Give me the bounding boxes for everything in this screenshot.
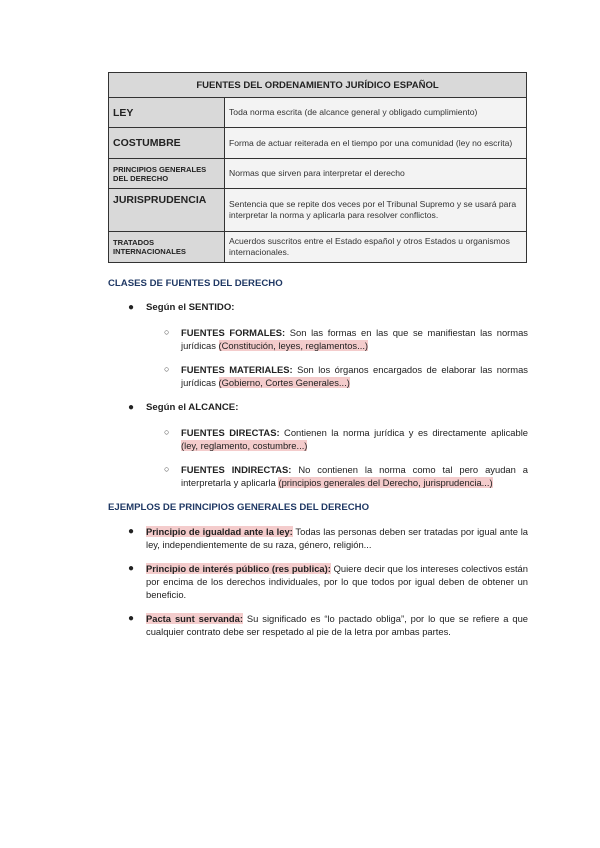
item-text: No contienen la norma como tal pero ayudan a interpretarla y aplicarla [181,464,528,488]
table-row [109,98,527,128]
circle-bullet-icon: ○ [164,327,170,337]
example-term: Pacta sunt servanda: [146,613,243,624]
definition-tratados: Acuerdos suscritos entre el Estado español y otros Estados u organismos internacionales. [225,232,527,263]
circle-bullet-icon: ○ [164,464,170,474]
item-term: FUENTES FORMALES: [181,327,286,338]
term-costumbre: COSTUMBRE [109,128,225,159]
list-item [108,326,528,352]
term-tratados: TRATADOS INTERNACIONALES [109,232,225,263]
table-header-row [109,73,527,98]
definition-costumbre: Forma de actuar reiterada en el tiempo por una comunidad (ley no escrita) [225,128,527,159]
item-term: FUENTES INDIRECTAS: [181,464,292,475]
item-highlight: (Gobierno, Cortes Generales...) [218,377,350,388]
term-ley: LEY [109,98,225,128]
example-text: Todas las personas deben ser tratadas por igual ante la ley, independientemente de su raza, género, religión... [146,526,528,550]
example-term: Principio de igualdad ante la ley: [146,526,293,537]
bullet-icon: ● [128,402,135,413]
definition-ley: Toda norma escrita (de alcance general y obligado cumplimiento) [225,98,527,128]
group-label: Según el SENTIDO: [146,302,235,313]
examples-list [108,525,528,638]
list-item [108,562,528,601]
example-text: Quiere decir que los intereses colectivos están por encima de los derechos individuales, por lo que todos por igual deben de obtener un beneficio. [146,563,528,600]
list-item [108,612,528,638]
item-text: Son las formas en las que se manifiestan las normas jurídicas [181,327,528,351]
item-highlight: (ley, reglamento, costumbre...) [181,440,308,451]
section-title-ejemplos: EJEMPLOS DE PRINCIPIOS GENERALES DEL DERECHO [108,502,370,513]
table-row [109,128,527,159]
list-item [108,463,528,489]
sources-table [108,72,527,263]
example-text: Su significado es “lo pactado obliga”, por lo que se refiere a que cualquier contrato debe ser respetado al pie de la letra por ambas partes. [146,613,528,637]
example-term: Principio de interés público (res publica): [146,563,331,574]
item-highlight: (Constitución, leyes, reglamentos...) [218,340,369,351]
list-item [108,363,528,389]
table-row [109,189,527,232]
bullet-icon: ● [128,563,135,574]
table-row [109,159,527,189]
section-title-clases: CLASES DE FUENTES DEL DERECHO [108,278,283,289]
definition-jurisprudencia: Sentencia que se repite dos veces por el Tribunal Supremo y se usará para interpretar la norma y aplicarla para resolver conflictos. [225,189,527,232]
circle-bullet-icon: ○ [164,364,170,374]
classes-list [108,301,528,489]
table-row [109,232,527,263]
item-term: FUENTES MATERIALES: [181,364,293,375]
definition-principios: Normas que sirven para interpretar el derecho [225,159,527,189]
term-principios: PRINCIPIOS GENERALES DEL DERECHO [109,159,225,189]
document-page [108,72,528,638]
bullet-icon: ● [128,526,135,537]
item-highlight: (principios generales del Derecho, jurisprudencia...) [278,477,493,488]
circle-bullet-icon: ○ [164,427,170,437]
item-text: Son los órganos encargados de elaborar las normas jurídicas [181,364,528,388]
term-jurisprudencia: JURISPRUDENCIA [109,189,225,232]
sub-list [108,426,528,489]
item-term: FUENTES DIRECTAS: [181,427,280,438]
bullet-icon: ● [128,613,135,624]
list-item [108,301,528,389]
list-item [108,525,528,551]
sub-list [108,326,528,389]
list-item [108,401,528,489]
list-item [108,426,528,452]
bullet-icon: ● [128,302,135,313]
table-title: FUENTES DEL ORDENAMIENTO JURÍDICO ESPAÑOL [109,73,527,98]
group-label: Según el ALCANCE: [146,402,239,413]
item-text: Contienen la norma jurídica y es directamente aplicable [279,427,528,438]
